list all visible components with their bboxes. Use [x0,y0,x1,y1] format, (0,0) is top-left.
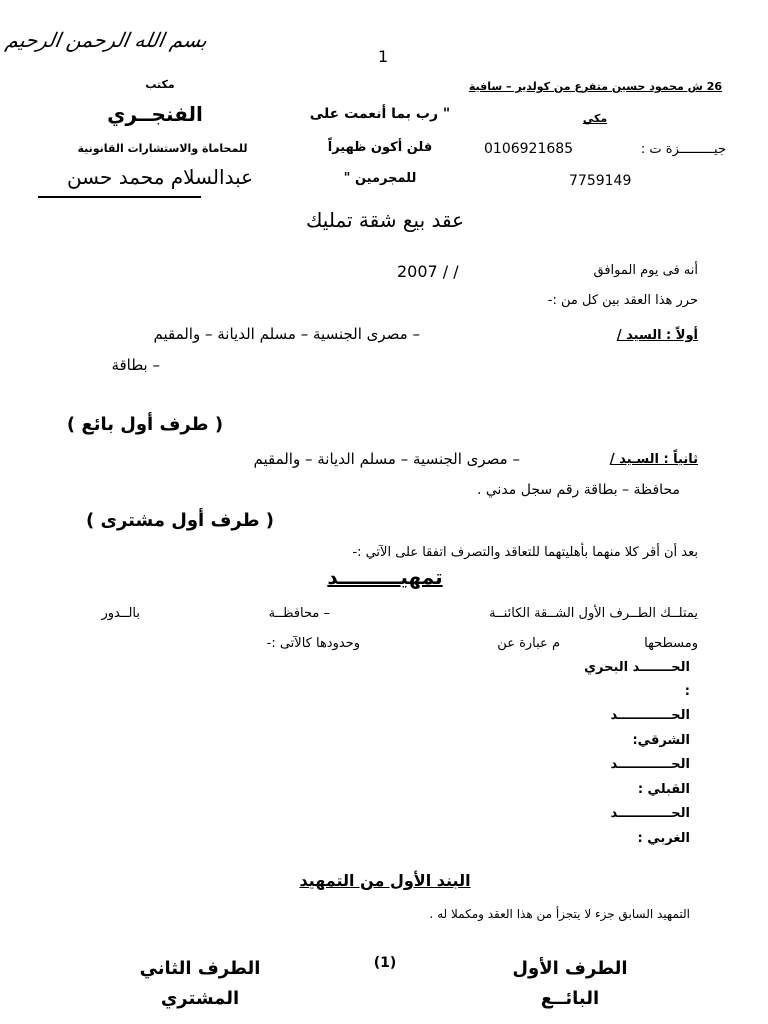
signature-underline [38,196,201,198]
capacity-statement: بعد أن أقر كلا منهما بأهليتهما للتعاقد والتصرف اتفقا على الآتي :- [352,545,698,560]
party1-role: ( طرف أول بائع ) [66,414,224,435]
clause-heading: البند الأول من التمهيد [299,871,471,890]
verse-line-2: فلن أكون ظهيراً [327,140,433,155]
boundary-west: الغربي : [637,831,690,846]
office-label: مكتب [145,78,175,91]
preamble-heading: تمهيـــــــــد [327,565,443,589]
clause-text: التمهيد السابق جزء لا يتجزأ من هذا العقد ومكملا له . [429,907,690,921]
contract-intro: حرر هذا العقد بين كل من :- [547,293,698,308]
verse-line-1: " رب بما أنعمت على [309,106,451,122]
footer-page-marker: (1) [373,955,397,971]
preamble-line-1-floor: بالــدور [101,606,140,621]
boundary-had-3: الحــــــــــــد [610,806,690,821]
boundary-east: الشرقي: [632,733,690,748]
boundary-south: القبلي : [637,782,690,797]
party1-signature-role: البائــع [540,988,600,1009]
office-address-2: مكي [582,112,608,125]
lawyer-name: عبدالسلام محمد حسن [66,165,254,189]
office-address: 26 ش محمود حسين متفرع من كولدير – سافية [468,80,722,93]
party2-details-2: محافظة – بطاقة رقم سجل مدني . [476,482,680,498]
phone-label: جيـــــــــزة ت : [640,142,726,157]
party1-details: – مصرى الجنسية – مسلم الديانة – والمقيم [153,325,420,343]
phone-1: 0106921685 [484,141,574,157]
basmala-calligraphy: بسم الله الرحمن الرحيم [3,28,210,52]
office-subtitle: للمحاماة والاستشارات القانونية [77,142,248,155]
party1-prefix: أولاً : السيد / [616,328,698,343]
document-title: عقد بيع شقة تمليك [305,208,465,232]
phone-2: 7759149 [569,173,632,189]
preamble-line-1-governorate: – محافظــة [268,606,330,621]
date-value: 2007 / / [397,262,459,281]
party1-card: – بطاقة [111,356,160,374]
boundary-had-2: الحــــــــــــد [610,757,690,772]
boundary-colon: : [684,684,690,699]
party2-prefix: ثانياً : السـيد / [609,452,698,467]
party2-signature-role: المشتري [160,988,240,1009]
preamble-line-2: ومسطحها [644,636,698,651]
preamble-line-2-area: م عبارة عن [497,636,560,651]
party2-details: – مصرى الجنسية – مسلم الديانة – والمقيم [253,450,520,468]
page-number: 1 [378,47,389,66]
boundary-north: الحـــــــد البحري [584,660,690,675]
boundary-had-1: الحــــــــــــد [610,708,690,723]
party1-signature-title: الطرف الأول [512,958,628,979]
verse-line-3: للمجرمين " [343,171,417,186]
party2-signature-title: الطرف الثاني [139,958,261,979]
preamble-line-1: يمتلــك الطــرف الأول الشــقة الكائنــة [489,606,698,621]
office-name: الفنجــري [107,102,203,126]
preamble-line-2-boundaries: وحدودها كالآتى :- [266,636,360,651]
party2-role: ( طرف أول مشترى ) [85,510,275,531]
date-line-label: أنه فى يوم الموافق [593,263,698,278]
